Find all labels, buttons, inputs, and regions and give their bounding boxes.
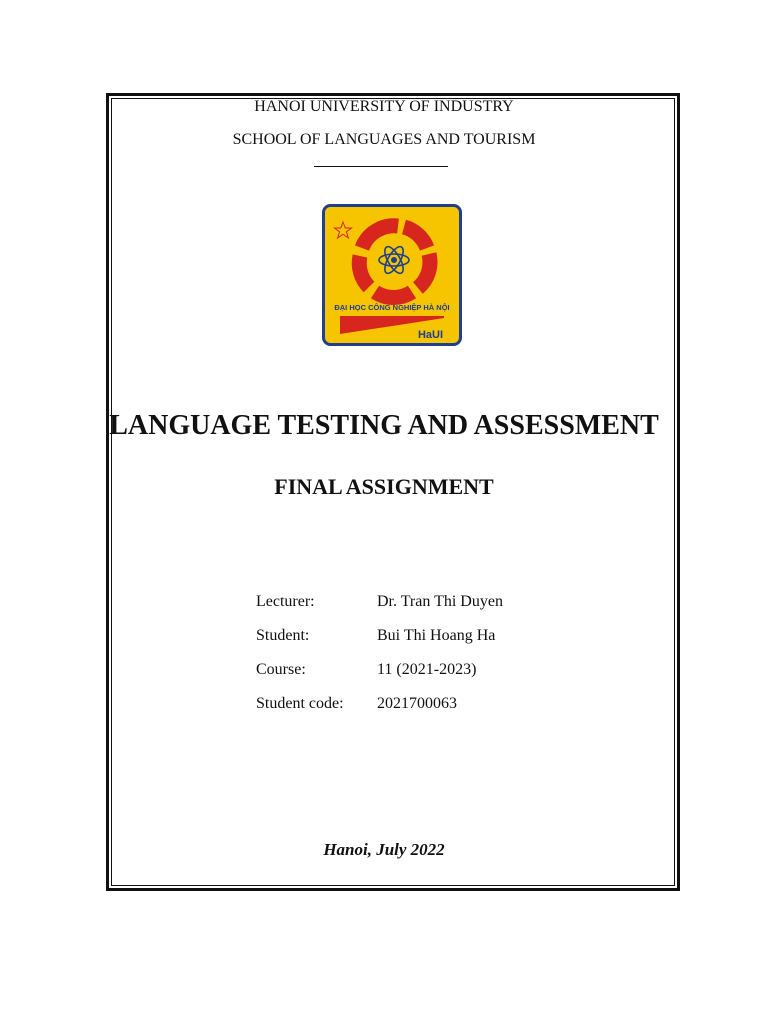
divider [314,166,448,167]
document-title: LANGUAGE TESTING AND ASSESSMENT [109,410,659,441]
place-date: Hanoi, July 2022 [323,840,445,859]
info-label: Course: [256,661,306,678]
info-label: Student: [256,627,310,644]
haui-logo [322,204,462,346]
info-label: Student code: [256,695,344,712]
info-row-student [256,627,503,661]
logo-text-vn: ĐẠI HỌC CÔNG NGHIỆP HÀ NỘI [334,303,450,312]
university-name: HANOI UNIVERSITY OF INDUSTRY [254,98,514,115]
haui-logo-icon [322,204,462,346]
info-value: Dr. Tran Thi Duyen [377,593,503,610]
logo-text-short: HaUI [417,329,443,341]
info-value: Bui Thi Hoang Ha [377,627,496,644]
info-row-student-code [256,695,503,729]
document-subtitle: FINAL ASSIGNMENT [274,474,494,499]
info-row-lecturer [256,593,503,627]
info-label: Lecturer: [256,593,315,610]
info-value: 2021700063 [377,695,457,712]
info-table [256,593,503,729]
school-name: SCHOOL OF LANGUAGES AND TOURISM [232,131,536,148]
info-row-course [256,661,503,695]
info-value: 11 (2021-2023) [377,661,477,678]
